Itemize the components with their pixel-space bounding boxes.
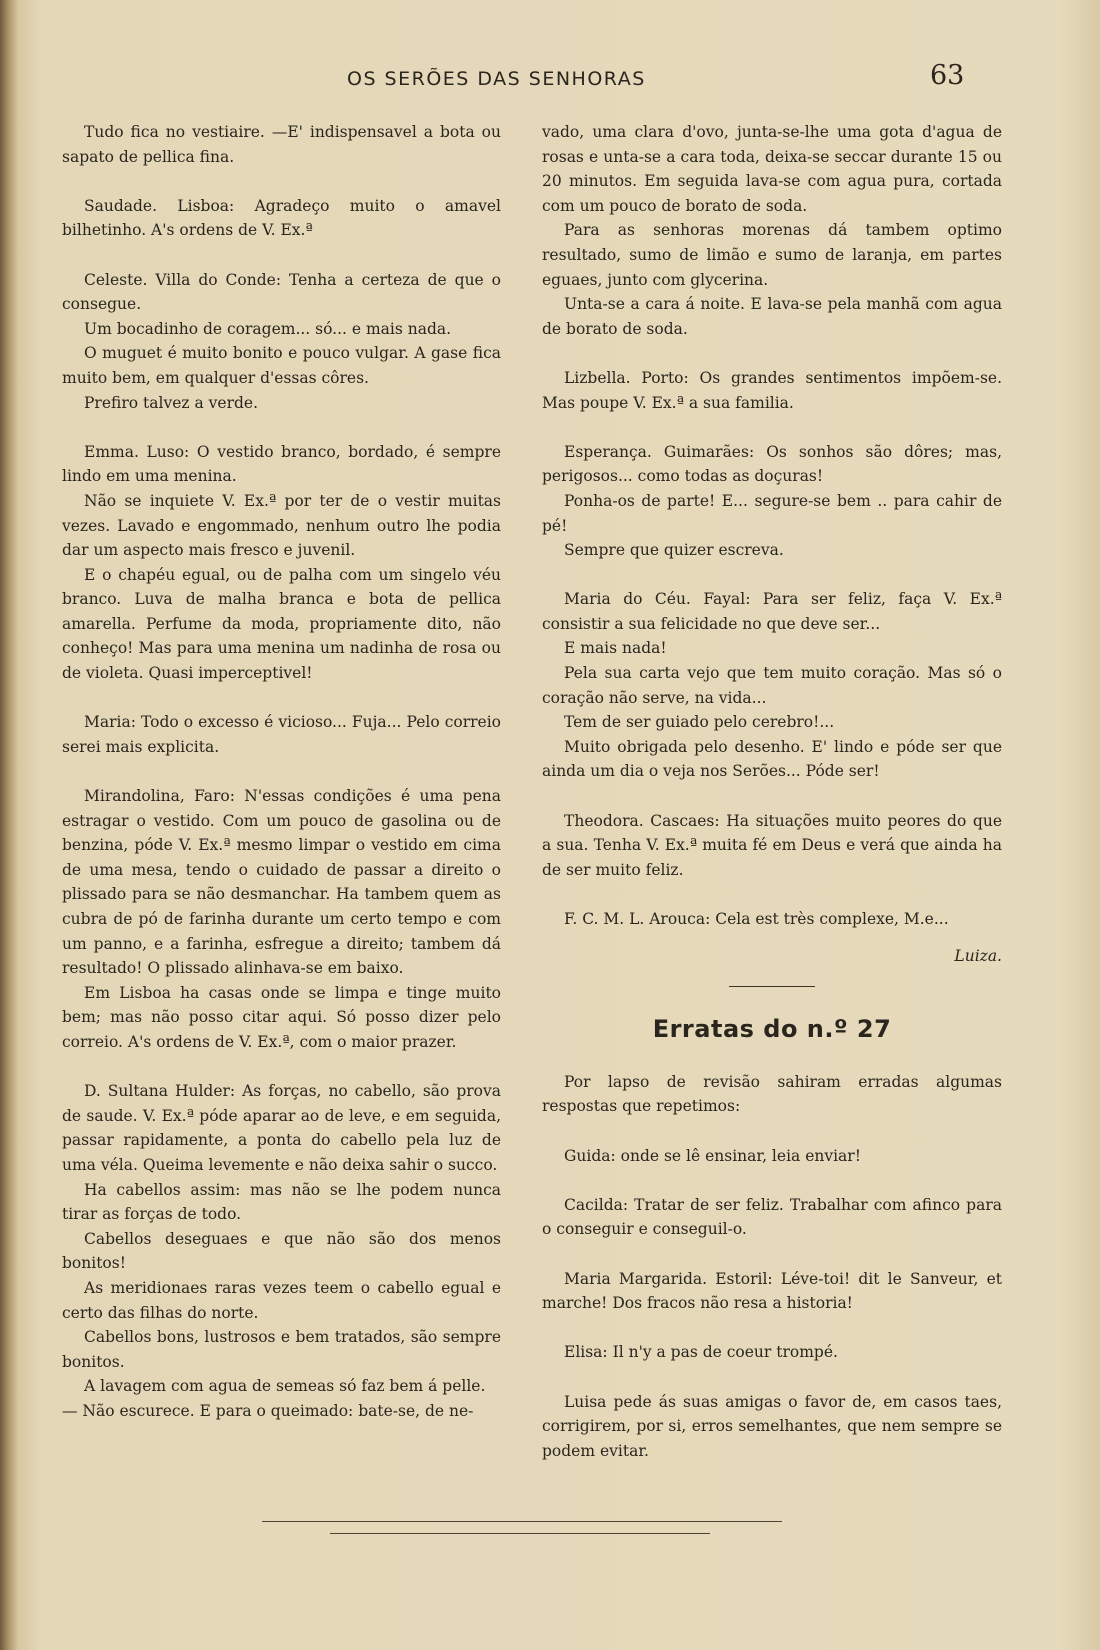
paragraph: Maria do Céu. Fayal: Para ser feliz, faça V. Ex.ª consistir a sua felicidade no que deve ser... <box>542 590 1002 633</box>
paragraph: A lavagem com agua de semeas só faz bem á pelle. <box>84 1377 486 1396</box>
paragraph: Maria: Todo o excesso é vicioso... Fuja... Pelo correio serei mais explicita. <box>62 713 501 756</box>
paragraph: Cabellos deseguaes e que não são dos menos bonitos! <box>62 1229 501 1273</box>
paragraph: Luisa pede ás suas amigas o favor de, em casos taes, corrigirem, por si, erros semelhantes, que nem sempre se podem evitar. <box>542 1392 1002 1460</box>
paragraph: Theodora. Cascaes: Ha situações muito peores do que a sua. Tenha V. Ex.ª muita fé em Deus e verá que ainda ha de ser muito feliz. <box>542 811 1002 879</box>
paragraph: Guida: onde se lê ensinar, leia enviar! <box>564 1146 861 1165</box>
paragraph: Elisa: Il n'y a pas de coeur trompé. <box>564 1343 838 1362</box>
errata-heading: Erratas do n.º 27 <box>652 1015 892 1044</box>
page-number: 63 <box>930 60 965 91</box>
paragraph: Ha cabellos assim: mas não se lhe podem nunca tirar as forças de todo. <box>62 1180 501 1224</box>
paragraph: Cacilda: Tratar de ser feliz. Trabalhar com afinco para o conseguir e conseguil-o. <box>542 1195 1002 1239</box>
footer-rule <box>330 1533 710 1534</box>
paragraph: Tem de ser guiado pelo cerebro!... <box>564 713 835 732</box>
paragraph: Lizbella. Porto: Os grandes sentimentos impõem-se. Mas poupe V. Ex.ª a sua familia. <box>542 368 1002 412</box>
paragraph: Não se inquiete V. Ex.ª por ter de o vestir muitas vezes. Lavado e engommado, nenhum outro lhe podia dar um aspecto mais fresco e juvenil. <box>62 491 501 560</box>
page-header <box>0 60 1100 100</box>
paragraph: Esperança. Guimarães: Os sonhos são dôres; mas, perigosos... como todas as doçuras! <box>542 442 1002 486</box>
left-column <box>62 120 501 1423</box>
paragraph: E mais nada! <box>564 639 667 658</box>
paragraph: O muguet é muito bonito e pouco vulgar. A gase fica muito bem, em qualquer d'essas côres. <box>62 344 501 387</box>
paragraph: Sempre que quizer escreva. <box>564 541 784 560</box>
paragraph: Unta-se a cara á noite. E lava-se pela manhã com agua de borato de soda. <box>542 295 1002 338</box>
paragraph: Ponha-os de parte! E... segure-se bem .. para cahir de pé! <box>542 491 1002 535</box>
footer-rule <box>262 1521 782 1522</box>
paragraph: Para as senhoras morenas dá tambem optimo resultado, sumo de limão e sumo de laranja, em partes eguaes, junto com glycerina. <box>542 221 1002 289</box>
running-title: OS SERÕES DAS SENHORAS <box>347 68 646 90</box>
paragraph: Tudo fica no vestiaire. —E' indispensavel a bota ou sapato de pellica fina. <box>62 123 501 166</box>
paragraph: E o chapéu egual, ou de palha com um singelo véu branco. Luva de malha branca e bota de pellica amarella. Perfume da moda, propriamente dito, não conheço! Mas para uma menina um nadinha de rosa ou de violeta. Quasi imperceptivel! <box>62 565 501 683</box>
paragraph: vado, uma clara d'ovo, junta-se-lhe uma gota d'agua de rosas e unta-se a cara toda, deixa-se seccar durante 15 ou 20 minutos. Em seguida lava-se com agua pura, cortada com um pouco de borato de soda. <box>542 123 1002 215</box>
signature: Luiza. <box>954 946 1002 965</box>
paragraph: Saudade. Lisboa: Agradeço muito o amavel bilhetinho. A's ordens de V. Ex.ª <box>62 196 501 240</box>
paragraph: Prefiro talvez a verde. <box>84 393 258 412</box>
paragraph: Cabellos bons, lustrosos e bem tratados, são sempre bonitos. <box>62 1328 501 1371</box>
section-divider <box>729 986 815 987</box>
paragraph: D. Sultana Hulder: As forças, no cabello, são prova de saude. V. Ex.ª póde aparar ao de leve, e em seguida, passar rapidamente, a ponta do cabello pela luz de uma véla. Queima levemente e não deixa sahir o succo. <box>62 1082 501 1174</box>
paragraph: Celeste. Villa do Conde: Tenha a certeza de que o consegue. <box>62 270 501 314</box>
paragraph: F. C. M. L. Arouca: Cela est très complexe, M.e... <box>564 910 949 928</box>
paragraph: Em Lisboa ha casas onde se limpa e tinge muito bem; mas não posso citar aqui. Só posso dizer pelo correio. A's ordens de V. Ex.ª, com o maior prazer. <box>62 983 501 1051</box>
paragraph: Por lapso de revisão sahiram erradas algumas respostas que repetimos: <box>542 1072 1002 1116</box>
paragraph: Muito obrigada pelo desenho. E' lindo e póde ser que ainda um dia o veja nos Serões... Póde ser! <box>542 737 1002 781</box>
right-column <box>542 120 1002 1463</box>
paragraph: — Não escurece. E para o queimado: bate-se, de ne- <box>62 1401 474 1420</box>
paragraph: Mirandolina, Faro: N'essas condições é uma pena estragar o vestido. Com um pouco de gasolina ou de benzina, póde V. Ex.ª mesmo limpar o vestido em cima de uma mesa, tendo o cuidado de passar a direito o plissado para se não desmanchar. Ha tambem quem as cubra de pó de farinha durante um certo tempo e com um panno, e a farinha, esfregue a direito; tambem dá resultado! O plissado alinhava-se em baixo. <box>62 787 501 978</box>
paragraph: Um bocadinho de coragem... só... e mais nada. <box>84 319 452 338</box>
paragraph: Maria Margarida. Estoril: Léve-toi! dit le Sanveur, et marche! Dos fracos não resa a historia! <box>542 1269 1002 1313</box>
paragraph: As meridionaes raras vezes teem o cabello egual e certo das filhas do norte. <box>62 1278 501 1322</box>
paragraph: Pela sua carta vejo que tem muito coração. Mas só o coração não serve, na vida... <box>542 664 1002 707</box>
paragraph: Emma. Luso: O vestido branco, bordado, é sempre lindo em uma menina. <box>62 442 501 486</box>
